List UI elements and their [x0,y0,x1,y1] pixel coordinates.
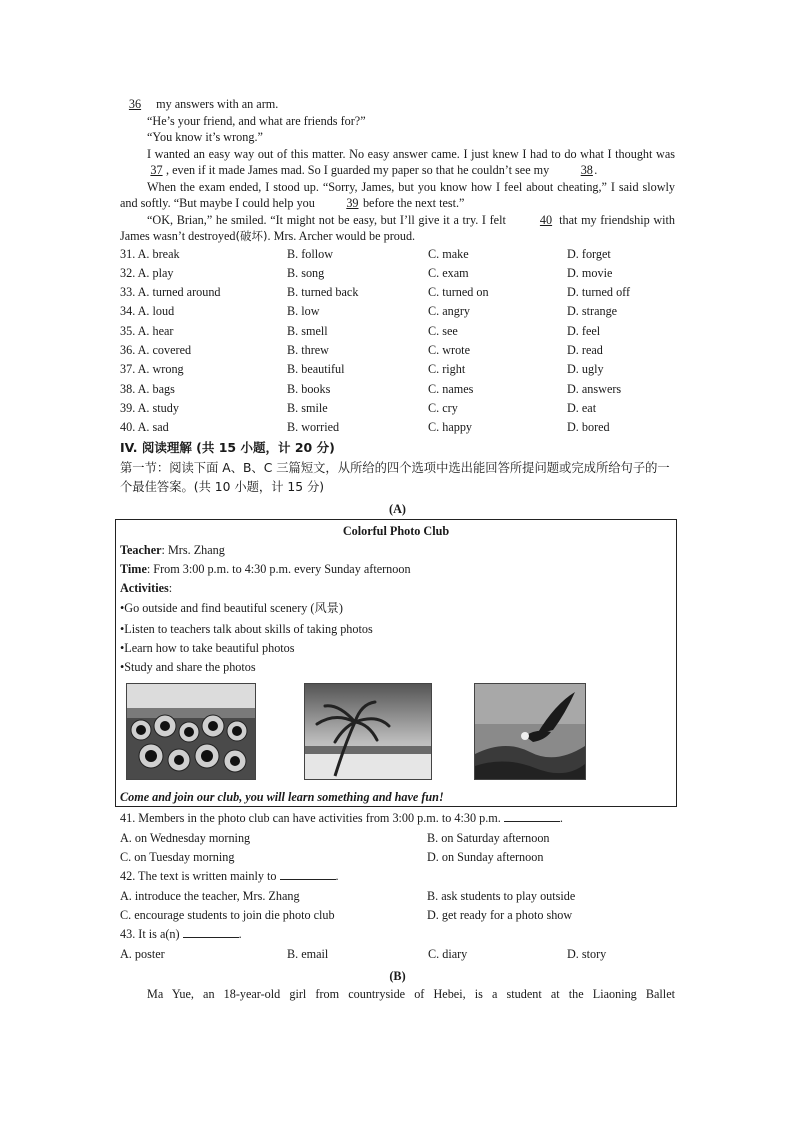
activity-item: •Study and share the photos [120,660,256,675]
answer-blank [504,810,560,822]
passage-a-label: (A) [389,501,406,516]
option-row-37: 37. A. wrong B. beautiful C. right D. ugly [120,362,604,377]
activity-item: •Learn how to take beautiful photos [120,641,295,656]
option-row-36: 36. A. covered B. threw C. wrote D. read [120,342,603,357]
option-row-34: 34. A. loud B. low C. angry D. strange [120,304,618,319]
section-instruction: 第一节：阅读下面 A、B、C 三篇短文，从所给的四个选项中选出能回答所提问题或完成所给句子的一个最佳答案。(共 10 小题，计 15 分) [120,460,670,495]
passage-line-3: “You know it’s wrong.” [147,130,263,144]
photo-club-poster [115,519,677,807]
cloze-options [120,246,675,439]
poster-teacher: Teacher: Mrs. Zhang [120,543,225,558]
passage-b-label: (B) [389,968,406,983]
answer-blank [280,868,336,880]
q41-options-row-2: C. on Tuesday morning D. on Sunday afternoon [120,850,544,865]
option-row-31: 31. A. break B. follow C. make D. forget [120,246,611,261]
passage-b-first-line: Ma Yue, an 18-year-old girl from countryside of Hebei, is a student at the Liaoning Ballet [147,987,675,1002]
eagle-photo [474,683,586,780]
option-row-38: 38. A. bags B. books C. names D. answers [120,381,622,396]
activity-item: •Listen to teachers talk about skills of taking photos [120,622,373,637]
option-row-40: 40. A. sad B. worried C. happy D. bored [120,420,610,435]
question-42: 42. The text is written mainly to . [120,869,339,884]
activity-item: •Go outside and find beautiful scenery (风景) [120,601,343,616]
passage-line-1: 36 my answers with an arm. [120,96,675,113]
option-row-35: 35. A. hear B. smell C. see D. feel [120,323,601,338]
question-43: 43. It is a(n) . [120,927,242,942]
blank-37: 37 [150,163,163,177]
option-row-33: 33. A. turned around B. turned back C. turned on D. turned off [120,285,631,300]
blank-40: 40 [539,212,553,227]
sunflowers-photo [126,683,256,780]
section-heading: IV. 阅读理解 (共 15 小题，计 20 分) [120,440,335,456]
passage-paragraph-5: When the exam ended, I stood up. “Sorry, James, but you know how I feel about cheating,” I said slowly and softly. “But maybe I could help you 39 before the next test.” [120,179,675,210]
q42-options-row-1: A. introduce the teacher, Mrs. Zhang B. ask students to play outside [120,888,576,903]
blank-39: 39 [346,196,359,210]
blank-36: 36 [128,97,142,111]
q41-options-row-1: A. on Wednesday morning B. on Saturday afternoon [120,830,550,845]
poster-slogan: Come and join our club, you will learn something and have fun! [120,790,444,805]
passage-paragraph-6: “OK, Brian,” he smiled. “It might not be easy, but I’ll give it a try. I felt 40 that my friendship with James wasn’t destroyed(破坏). Mrs. Archer would be proud. [120,212,676,243]
passage-line-2: “He’s your friend, and what are friends for?” [147,113,366,128]
exam-page [120,96,675,1003]
option-row-32: 32. A. play B. song C. exam D. movie [120,265,613,280]
poster-title: Colorful Photo Club [342,524,450,539]
blank-38: 38 [580,163,593,177]
question-41: 41. Members in the photo club can have activities from 3:00 p.m. to 4:30 p.m. . [120,811,563,826]
questions-block [120,810,675,964]
q42-options-row-2: C. encourage students to join die photo club D. get ready for a photo show [120,907,573,922]
palm-tree-photo [304,683,432,780]
passage-paragraph-4: I wanted an easy way out of this matter. No easy answer came. I just knew I had to do what I thought was 37 , even if it made James mad. So I guarded my paper so that he couldn’t see my 38. [120,146,675,179]
poster-activities-label: Activities: [120,581,173,596]
poster-time: Time: From 3:00 p.m. to 4:30 p.m. every Sunday afternoon [120,562,411,577]
option-row-39: 39. A. study B. smile C. cry D. eat [120,400,597,415]
q43-options-row: A. poster B. email C. diary D. story [120,946,607,961]
answer-blank [183,926,239,938]
